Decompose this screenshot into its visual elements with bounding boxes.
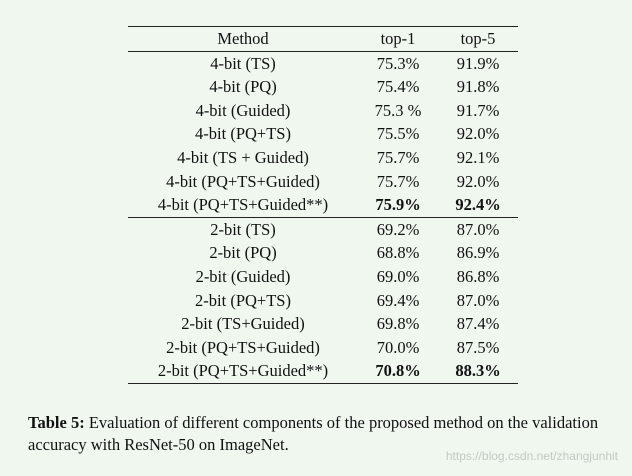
cell-top5: 87.0% [456, 290, 500, 310]
cell-top1: 75.7% [376, 171, 420, 191]
table-header-row [128, 27, 518, 52]
cell-method: 2-bit (PQ) [209, 243, 277, 263]
cell-method: 4-bit (TS) [210, 53, 276, 73]
table-row [128, 99, 518, 123]
cell-method: 2-bit (PQ+TS+Guided**) [157, 361, 329, 381]
results-table-container [128, 26, 518, 384]
cell-top1: 69.2% [376, 219, 420, 239]
table-row [128, 75, 518, 99]
cell-top1: 68.8% [376, 243, 420, 263]
table-row [128, 170, 518, 194]
cell-top5: 87.4% [456, 314, 500, 334]
cell-top5: 86.9% [456, 243, 500, 263]
cell-top5: 91.7% [456, 100, 500, 120]
cell-top5: 87.5% [456, 337, 500, 357]
cell-method: 2-bit (TS) [210, 219, 276, 239]
cell-top1: 70.0% [376, 337, 420, 357]
header-top1: top-1 [380, 29, 416, 48]
table-row [128, 289, 518, 313]
cell-method: 4-bit (Guided) [195, 100, 291, 120]
cell-method: 2-bit (PQ+TS) [195, 290, 291, 310]
cell-method: 2-bit (PQ+TS+Guided) [166, 337, 320, 357]
cell-method: 4-bit (PQ+TS+Guided) [166, 171, 320, 191]
table-row [128, 146, 518, 170]
cell-method: 4-bit (PQ+TS+Guided**) [157, 195, 329, 215]
cell-method: 4-bit (TS + Guided) [177, 147, 309, 167]
cell-method: 4-bit (PQ) [209, 77, 277, 97]
cell-top5: 88.3% [455, 361, 501, 381]
cell-top1: 75.3% [376, 53, 420, 73]
cell-top5: 92.0% [456, 171, 500, 191]
cell-top1: 75.4% [376, 77, 420, 97]
cell-top5: 86.8% [456, 266, 500, 286]
watermark-url: https://blog.csdn.net/zhangjunhit [445, 449, 618, 463]
cell-top5: 91.9% [456, 53, 500, 73]
table-row [128, 265, 518, 289]
table-row [128, 193, 518, 217]
cell-top5: 92.4% [455, 195, 501, 215]
cell-top5: 92.1% [456, 147, 500, 167]
cell-top1: 69.0% [376, 266, 420, 286]
table-row [128, 217, 518, 241]
cell-method: 2-bit (Guided) [195, 266, 291, 286]
header-top5: top-5 [460, 29, 496, 48]
cell-top1: 75.3 % [374, 100, 422, 120]
table-group-2bit [128, 217, 518, 383]
header-method: Method [217, 29, 269, 48]
table-row [128, 51, 518, 75]
cell-method: 4-bit (PQ+TS) [195, 124, 291, 144]
results-table [128, 26, 518, 384]
caption-text: Evaluation of different components of the proposed method on the validation accuracy with ResNet-50 on ImageNet. [28, 413, 599, 454]
cell-top5: 91.8% [456, 77, 500, 97]
table-row [128, 359, 518, 383]
table-group-4bit [128, 51, 518, 217]
cell-top1: 69.4% [376, 290, 420, 310]
table-row [128, 312, 518, 336]
cell-top1: 70.8% [375, 361, 421, 381]
caption-label: Table 5: [28, 413, 85, 432]
cell-top1: 75.7% [376, 147, 420, 167]
cell-top1: 75.5% [376, 124, 420, 144]
table-row [128, 122, 518, 146]
cell-top1: 69.8% [376, 314, 420, 334]
cell-top5: 87.0% [456, 219, 500, 239]
cell-top1: 75.9% [375, 195, 421, 215]
cell-method: 2-bit (TS+Guided) [181, 314, 305, 334]
cell-top5: 92.0% [456, 124, 500, 144]
table-row [128, 336, 518, 360]
table-row [128, 241, 518, 265]
